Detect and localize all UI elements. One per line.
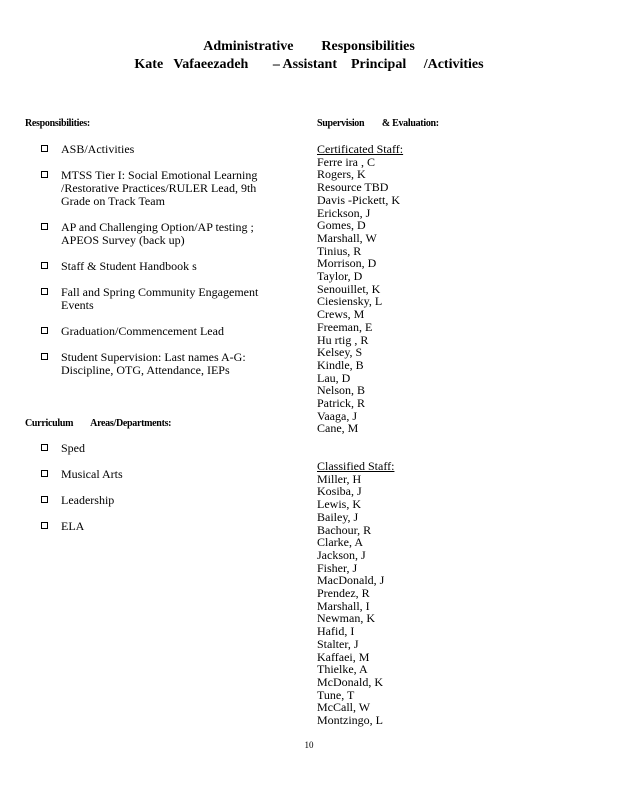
staff-name: MacDonald, J bbox=[317, 573, 385, 588]
staff-name: Montzingo, L bbox=[317, 713, 383, 728]
staff-name: Bailey, J bbox=[317, 509, 359, 524]
staff-name: Lau, D bbox=[317, 370, 351, 385]
document-title: Administrative Responsibilities bbox=[203, 39, 415, 54]
list-item bbox=[25, 442, 280, 455]
staff-name: Kosiba, J bbox=[317, 484, 362, 499]
curriculum-list bbox=[25, 442, 280, 546]
staff-name: Hafid, I bbox=[317, 624, 355, 639]
list-item bbox=[25, 520, 280, 533]
list-item bbox=[25, 260, 280, 273]
list-item-text: Leadership bbox=[61, 493, 115, 507]
list-item-text: Graduation/Commencement Lead bbox=[61, 324, 224, 338]
staff-name: Taylor, D bbox=[317, 269, 363, 284]
staff-name: Davis -Pickett, K bbox=[317, 192, 400, 207]
staff-name: Miller, H bbox=[317, 471, 362, 486]
list-item-text: MTSS Tier I: Social Emotional Learning /Restorative Practices/RULER Lead, 9th Grade on Track Team bbox=[61, 168, 258, 208]
list-item-text: Fall and Spring Community Engagement Events bbox=[61, 285, 259, 312]
staff-name: Nelson, B bbox=[317, 383, 365, 398]
staff-name: Prendez, R bbox=[317, 586, 370, 601]
staff-name: Newman, K bbox=[317, 611, 375, 626]
checkbox-bullet-icon bbox=[41, 353, 48, 360]
staff-name: Rogers, K bbox=[317, 167, 366, 182]
checkbox-bullet-icon bbox=[41, 496, 48, 503]
checkbox-bullet-icon bbox=[41, 288, 48, 295]
staff-name: Stalter, J bbox=[317, 636, 359, 651]
staff-name: Thielke, A bbox=[317, 662, 368, 677]
list-item-text: ASB/Activities bbox=[61, 142, 135, 156]
classified-staff-label: Classified Staff: bbox=[317, 459, 395, 473]
checkbox-bullet-icon bbox=[41, 444, 48, 451]
list-item bbox=[25, 468, 280, 481]
staff-name: Senouillet, K bbox=[317, 281, 381, 296]
staff-name: Lewis, K bbox=[317, 497, 361, 512]
certificated-staff-label: Certificated Staff: bbox=[317, 142, 404, 156]
checkbox-bullet-icon bbox=[41, 171, 48, 178]
supervision-heading: Supervision & Evaluation: bbox=[317, 118, 439, 129]
list-item bbox=[25, 494, 280, 507]
staff-name: Cane, M bbox=[317, 421, 359, 436]
staff-name: McDonald, K bbox=[317, 674, 383, 689]
staff-name: Tinius, R bbox=[317, 243, 362, 258]
checkbox-bullet-icon bbox=[41, 327, 48, 334]
staff-name: Patrick, R bbox=[317, 396, 365, 411]
staff-name: Jackson, J bbox=[317, 547, 366, 562]
staff-name: Morrison, D bbox=[317, 256, 377, 271]
list-item-text: Staff & Student Handbook s bbox=[61, 259, 197, 273]
list-item-text: AP and Challenging Option/AP testing ; APEOS Survey (back up) bbox=[61, 220, 254, 247]
staff-name: Tune, T bbox=[317, 687, 355, 702]
staff-name: Kindle, B bbox=[317, 357, 364, 372]
staff-name: Marshall, W bbox=[317, 230, 377, 245]
staff-name: Erickson, J bbox=[317, 205, 371, 220]
list-item-text: ELA bbox=[61, 519, 85, 533]
list-item-text: Musical Arts bbox=[61, 467, 123, 481]
staff-name: Ciesiensky, L bbox=[317, 294, 383, 309]
responsibilities-list bbox=[25, 143, 280, 390]
staff-name: Resource TBD bbox=[317, 180, 389, 195]
checkbox-bullet-icon bbox=[41, 522, 48, 529]
certificated-staff-list bbox=[317, 143, 477, 435]
list-item bbox=[25, 286, 280, 312]
staff-name: Vaaga, J bbox=[317, 408, 357, 423]
list-item bbox=[25, 169, 280, 208]
checkbox-bullet-icon bbox=[41, 223, 48, 230]
curriculum-heading: Curriculum Areas/Departments: bbox=[25, 418, 172, 429]
list-item bbox=[25, 351, 280, 377]
staff-name: Bachour, R bbox=[317, 522, 372, 537]
classified-staff-list bbox=[317, 460, 477, 727]
staff-name: Hu rtig , R bbox=[317, 332, 369, 347]
page-number: 10 bbox=[304, 740, 314, 750]
responsibilities-heading: Responsibilities: bbox=[25, 118, 90, 129]
staff-name: Kelsey, S bbox=[317, 345, 363, 360]
staff-name: Clarke, A bbox=[317, 535, 363, 550]
staff-name: Kaffaei, M bbox=[317, 649, 370, 664]
staff-name: Ferre ira , C bbox=[317, 154, 375, 169]
staff-name: Freeman, E bbox=[317, 319, 373, 334]
staff-name: Fisher, J bbox=[317, 560, 358, 575]
checkbox-bullet-icon bbox=[41, 262, 48, 269]
list-item-text: Student Supervision: Last names A-G: Discipline, OTG, Attendance, IEPs bbox=[61, 350, 246, 377]
list-item bbox=[25, 143, 280, 156]
list-item-text: Sped bbox=[61, 441, 85, 455]
staff-name: Gomes, D bbox=[317, 218, 366, 233]
checkbox-bullet-icon bbox=[41, 470, 48, 477]
checkbox-bullet-icon bbox=[41, 145, 48, 152]
document-subtitle: Kate Vafaeezadeh – Assistant Principal /Activities bbox=[134, 57, 484, 72]
list-item bbox=[25, 221, 280, 247]
staff-name: McCall, W bbox=[317, 700, 371, 715]
staff-name: Crews, M bbox=[317, 307, 365, 322]
staff-name: Marshall, I bbox=[317, 598, 370, 613]
list-item bbox=[25, 325, 280, 338]
